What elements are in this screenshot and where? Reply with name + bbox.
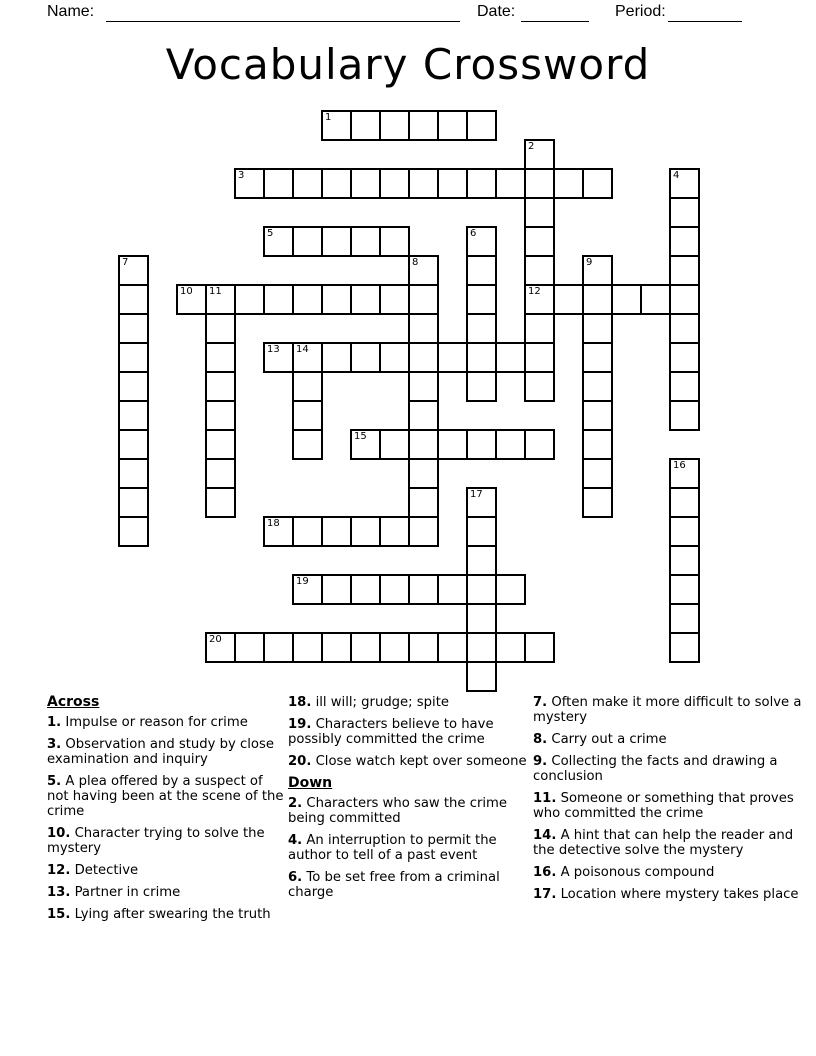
grid-cell[interactable] (495, 429, 526, 460)
grid-cell[interactable] (611, 284, 642, 315)
clue-item: 3. Observation and study by close examination and inquiry (47, 737, 274, 767)
clue-number: 14. (533, 828, 557, 843)
grid-cell[interactable] (379, 168, 410, 199)
grid-cell[interactable] (466, 255, 497, 286)
clue-number: 17. (533, 887, 557, 902)
clue-number: 1. (47, 715, 62, 730)
grid-cell[interactable] (437, 342, 468, 373)
clue-item: 12. Detective (47, 863, 139, 878)
grid-cell[interactable] (118, 516, 149, 547)
grid-cell[interactable] (495, 574, 526, 605)
grid-cell[interactable] (321, 342, 352, 373)
grid-cell[interactable] (669, 487, 700, 518)
grid-cell[interactable] (669, 313, 700, 344)
cell-number: 16 (673, 460, 686, 471)
grid-cell[interactable] (408, 110, 439, 141)
grid-cell[interactable] (524, 284, 555, 315)
grid-cell[interactable] (669, 632, 700, 663)
grid-cell[interactable] (524, 197, 555, 228)
grid-cell[interactable] (466, 371, 497, 402)
name-field[interactable] (106, 3, 460, 22)
clue-number: 11. (533, 791, 557, 806)
clue-number: 13. (47, 885, 71, 900)
grid-cell[interactable] (582, 429, 613, 460)
clue-item: 15. Lying after swearing the truth (47, 907, 271, 922)
clue-number: 20. (288, 754, 312, 769)
grid-cell[interactable] (466, 516, 497, 547)
grid-cell[interactable] (669, 197, 700, 228)
clue-item: 10. Character trying to solve the mystery (47, 826, 265, 856)
cell-number: 4 (673, 170, 680, 181)
grid-cell[interactable] (292, 574, 323, 605)
grid-cell[interactable] (466, 342, 497, 373)
grid-cell[interactable] (292, 516, 323, 547)
across-section-header: Across (47, 694, 100, 710)
grid-cell[interactable] (466, 284, 497, 315)
clue-number: 10. (47, 826, 71, 841)
grid-cell[interactable] (292, 342, 323, 373)
clue-item: 9. Collecting the facts and drawing a conclusion (533, 754, 778, 784)
clue-number: 15. (47, 907, 71, 922)
clue-item: 11. Someone or something that proves who committed the crime (533, 791, 794, 821)
worksheet-header (0, 2, 816, 26)
grid-cell[interactable] (263, 632, 294, 663)
clue-number: 16. (533, 865, 557, 880)
grid-cell[interactable] (205, 371, 236, 402)
grid-cell[interactable] (466, 574, 497, 605)
grid-cell[interactable] (118, 400, 149, 431)
grid-cell[interactable] (263, 284, 294, 315)
grid-cell[interactable] (408, 487, 439, 518)
grid-cell[interactable] (350, 429, 381, 460)
grid-cell[interactable] (582, 371, 613, 402)
clue-number: 2. (288, 796, 303, 811)
grid-cell[interactable] (205, 458, 236, 489)
grid-cell[interactable] (234, 168, 265, 199)
grid-cell[interactable] (437, 110, 468, 141)
grid-cell[interactable] (321, 168, 352, 199)
cell-number: 20 (209, 634, 222, 645)
grid-cell[interactable] (408, 255, 439, 286)
cell-number: 11 (209, 286, 222, 297)
cell-number: 8 (412, 257, 419, 268)
cell-number: 12 (528, 286, 541, 297)
grid-cell[interactable] (118, 429, 149, 460)
grid-cell[interactable] (466, 429, 497, 460)
grid-cell[interactable] (466, 603, 497, 634)
clue-item: 8. Carry out a crime (533, 732, 667, 747)
grid-cell[interactable] (408, 342, 439, 373)
grid-cell[interactable] (408, 168, 439, 199)
grid-cell[interactable] (524, 632, 555, 663)
cell-number: 17 (470, 489, 483, 500)
grid-cell[interactable] (640, 284, 671, 315)
grid-cell[interactable] (292, 168, 323, 199)
grid-cell[interactable] (118, 342, 149, 373)
grid-cell[interactable] (321, 110, 352, 141)
cell-number: 15 (354, 431, 367, 442)
grid-cell[interactable] (408, 400, 439, 431)
period-field[interactable] (668, 3, 742, 22)
clue-item: 2. Characters who saw the crime being committed (288, 796, 508, 826)
grid-cell[interactable] (669, 603, 700, 634)
grid-cell[interactable] (582, 400, 613, 431)
grid-cell[interactable] (350, 284, 381, 315)
clue-number: 8. (533, 732, 548, 747)
grid-cell[interactable] (437, 168, 468, 199)
grid-cell[interactable] (408, 458, 439, 489)
cell-number: 3 (238, 170, 245, 181)
grid-cell[interactable] (553, 284, 584, 315)
cell-number: 6 (470, 228, 477, 239)
grid-cell[interactable] (495, 632, 526, 663)
grid-cell[interactable] (176, 284, 207, 315)
clue-item: 4. An interruption to permit the author to tell of a past event (288, 833, 497, 863)
grid-cell[interactable] (292, 632, 323, 663)
down-section-header: Down (288, 775, 333, 791)
grid-cell[interactable] (263, 516, 294, 547)
clue-item: 1. Impulse or reason for crime (47, 715, 248, 730)
clue-item: 13. Partner in crime (47, 885, 181, 900)
grid-cell[interactable] (321, 226, 352, 257)
grid-cell[interactable] (118, 255, 149, 286)
clue-number: 6. (288, 870, 303, 885)
grid-cell[interactable] (292, 429, 323, 460)
grid-cell[interactable] (524, 139, 555, 170)
cell-number: 14 (296, 344, 309, 355)
grid-cell[interactable] (379, 110, 410, 141)
grid-cell[interactable] (524, 342, 555, 373)
cell-number: 5 (267, 228, 274, 239)
grid-cell[interactable] (234, 632, 265, 663)
clue-number: 19. (288, 717, 312, 732)
grid-cell[interactable] (408, 516, 439, 547)
clue-number: 4. (288, 833, 303, 848)
grid-cell[interactable] (669, 516, 700, 547)
grid-cell[interactable] (669, 342, 700, 373)
grid-cell[interactable] (524, 226, 555, 257)
grid-cell[interactable] (669, 400, 700, 431)
cell-number: 19 (296, 576, 309, 587)
grid-cell[interactable] (466, 110, 497, 141)
grid-cell[interactable] (582, 487, 613, 518)
clue-column (288, 695, 530, 907)
grid-cell[interactable] (263, 226, 294, 257)
period-label: Period: (615, 3, 666, 20)
cell-number: 9 (586, 257, 593, 268)
name-label: Name: (47, 3, 95, 20)
grid-cell[interactable] (669, 458, 700, 489)
grid-cell[interactable] (669, 284, 700, 315)
grid-cell[interactable] (437, 632, 468, 663)
cell-number: 18 (267, 518, 280, 529)
grid-cell[interactable] (263, 168, 294, 199)
grid-cell[interactable] (118, 371, 149, 402)
grid-cell[interactable] (524, 371, 555, 402)
clue-number: 12. (47, 863, 71, 878)
grid-cell[interactable] (582, 342, 613, 373)
clue-item: 17. Location where mystery takes place (533, 887, 799, 902)
date-label: Date: (477, 3, 516, 20)
grid-cell[interactable] (669, 255, 700, 286)
grid-cell[interactable] (118, 458, 149, 489)
grid-cell[interactable] (350, 516, 381, 547)
grid-cell[interactable] (321, 516, 352, 547)
grid-cell[interactable] (292, 400, 323, 431)
grid-cell[interactable] (321, 574, 352, 605)
date-field[interactable] (521, 3, 589, 22)
grid-cell[interactable] (582, 255, 613, 286)
grid-cell[interactable] (350, 574, 381, 605)
grid-cell[interactable] (582, 458, 613, 489)
grid-cell[interactable] (466, 313, 497, 344)
cell-number: 10 (180, 286, 193, 297)
grid-cell[interactable] (582, 168, 613, 199)
grid-cell[interactable] (205, 284, 236, 315)
grid-cell[interactable] (524, 255, 555, 286)
grid-cell[interactable] (669, 371, 700, 402)
grid-cell[interactable] (350, 632, 381, 663)
grid-cell[interactable] (582, 313, 613, 344)
grid-cell[interactable] (408, 429, 439, 460)
grid-cell[interactable] (205, 313, 236, 344)
grid-cell[interactable] (205, 487, 236, 518)
grid-cell[interactable] (350, 342, 381, 373)
grid-cell[interactable] (437, 429, 468, 460)
grid-cell[interactable] (408, 313, 439, 344)
clue-number: 18. (288, 695, 312, 710)
grid-cell[interactable] (466, 226, 497, 257)
grid-cell[interactable] (524, 429, 555, 460)
grid-cell[interactable] (118, 284, 149, 315)
clue-item: 14. A hint that can help the reader and the detective solve the mystery (533, 828, 794, 858)
grid-cell[interactable] (582, 284, 613, 315)
grid-cell[interactable] (408, 574, 439, 605)
grid-cell[interactable] (350, 168, 381, 199)
clue-number: 7. (533, 695, 548, 710)
clue-item: 18. ill will; grudge; spite (288, 695, 449, 710)
grid-cell[interactable] (466, 545, 497, 576)
grid-cell[interactable] (292, 371, 323, 402)
grid-cell[interactable] (379, 342, 410, 373)
grid-cell[interactable] (408, 284, 439, 315)
grid-cell[interactable] (495, 168, 526, 199)
grid-cell[interactable] (669, 545, 700, 576)
grid-cell[interactable] (408, 371, 439, 402)
clue-item: 16. A poisonous compound (533, 865, 715, 880)
page-title: Vocabulary Crossword (165, 40, 651, 89)
grid-cell[interactable] (321, 632, 352, 663)
clue-column (47, 695, 287, 929)
grid-cell[interactable] (379, 226, 410, 257)
grid-cell[interactable] (234, 284, 265, 315)
grid-cell[interactable] (524, 168, 555, 199)
grid-cell[interactable] (118, 313, 149, 344)
clue-number: 9. (533, 754, 548, 769)
grid-cell[interactable] (495, 342, 526, 373)
grid-cell[interactable] (466, 487, 497, 518)
grid-cell[interactable] (669, 574, 700, 605)
grid-cell[interactable] (263, 342, 294, 373)
cell-number: 7 (122, 257, 129, 268)
grid-cell[interactable] (379, 632, 410, 663)
grid-cell[interactable] (669, 226, 700, 257)
grid-cell[interactable] (350, 226, 381, 257)
grid-cell[interactable] (205, 400, 236, 431)
grid-cell[interactable] (379, 284, 410, 315)
grid-cell[interactable] (408, 632, 439, 663)
grid-cell[interactable] (350, 110, 381, 141)
grid-cell[interactable] (292, 284, 323, 315)
clue-item: 7. Often make it more difficult to solve a mystery (533, 695, 802, 725)
grid-cell[interactable] (466, 168, 497, 199)
grid-cell[interactable] (205, 342, 236, 373)
grid-cell[interactable] (437, 574, 468, 605)
clue-item: 20. Close watch kept over someone (288, 754, 527, 769)
grid-cell[interactable] (669, 168, 700, 199)
grid-cell[interactable] (292, 226, 323, 257)
grid-cell[interactable] (379, 574, 410, 605)
grid-cell[interactable] (466, 632, 497, 663)
grid-cell[interactable] (524, 313, 555, 344)
grid-cell[interactable] (379, 429, 410, 460)
clue-number: 3. (47, 737, 62, 752)
grid-cell[interactable] (466, 661, 497, 692)
cell-number: 2 (528, 141, 535, 152)
grid-cell[interactable] (205, 429, 236, 460)
grid-cell[interactable] (321, 284, 352, 315)
cell-number: 13 (267, 344, 280, 355)
clue-column (533, 695, 811, 909)
clue-number: 5. (47, 774, 62, 789)
grid-cell[interactable] (553, 168, 584, 199)
cell-number: 1 (325, 112, 332, 123)
grid-cell[interactable] (205, 632, 236, 663)
clue-item: 6. To be set free from a criminal charge (288, 870, 500, 900)
grid-cell[interactable] (379, 516, 410, 547)
grid-cell[interactable] (118, 487, 149, 518)
clue-item: 5. A plea offered by a suspect of not having been at the scene of the crime (47, 774, 284, 819)
clue-item: 19. Characters believe to have possibly committed the crime (288, 717, 494, 747)
